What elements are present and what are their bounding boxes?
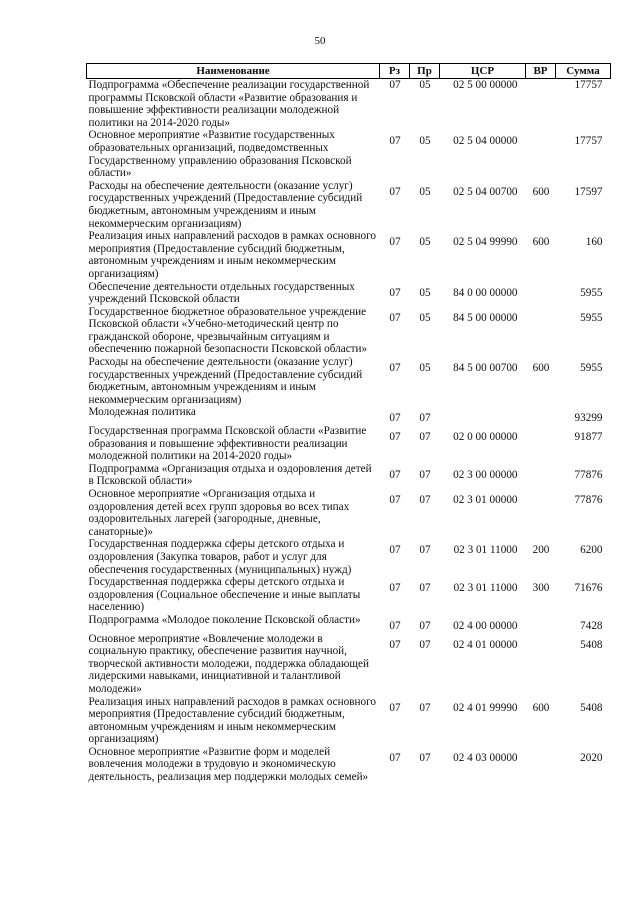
cell-csr: 84 5 00 00000 — [453, 311, 518, 324]
cell-name: Обеспечение деятельности отдельных государственных учреждений Псковской области — [88, 280, 355, 306]
cell-sum: 5955 — [580, 286, 603, 299]
budget-table — [86, 63, 611, 784]
cell-sum: 17597 — [574, 185, 603, 198]
cell-rz: 07 — [389, 468, 401, 481]
cell-vr — [526, 306, 556, 356]
cell-rz: 07 — [389, 494, 401, 506]
cell-name: Основное мероприятие «Развитие государственных образовательных организаций, подведомственных Государственному управлению образования Псковской области» — [88, 129, 352, 180]
cell-pr: 07 — [419, 412, 431, 425]
cell-name: Реализация иных направлений расходов в рамках основного мероприятия (Предоставление субсидий бюджетным, автономным учреждениям и иным некоммерческим организациям) — [88, 230, 376, 280]
cell-csr: 02 5 04 00000 — [453, 135, 518, 148]
table-body — [87, 79, 611, 784]
table-row — [87, 576, 611, 614]
column-header-sum: Сумма — [556, 64, 611, 79]
cell-vr — [526, 614, 556, 633]
cell-rz: 07 — [389, 701, 401, 714]
cell-csr: 02 4 03 00000 — [453, 751, 518, 764]
cell-csr: 02 0 00 00000 — [453, 431, 518, 444]
cell-pr: 05 — [419, 79, 431, 91]
cell-vr — [526, 79, 556, 130]
table-row — [87, 230, 611, 280]
cell-sum: 5408 — [580, 638, 603, 651]
cell-pr: 07 — [419, 431, 431, 444]
table-row — [87, 356, 611, 406]
table-row — [87, 538, 611, 576]
cell-csr: 02 3 01 11000 — [453, 582, 518, 595]
cell-vr — [526, 406, 556, 425]
cell-name: Расходы на обеспечение деятельности (оказание услуг) государственных учреждений (Предоставление субсидий бюджетным, автономным учреждениям и иным некоммерческим организациям) — [88, 356, 363, 406]
column-header-csr: ЦСР — [440, 64, 526, 79]
cell-name: Государственная поддержка сферы детского отдыха и оздоровления (Закупка товаров, работ и услуг для обеспечения государственных (муниципальных) нужд) — [88, 538, 352, 576]
cell-csr: 02 5 04 00700 — [453, 185, 518, 198]
cell-vr — [526, 129, 556, 179]
column-header-name: Наименование — [87, 64, 380, 79]
cell-rz: 07 — [389, 286, 401, 299]
cell-vr — [526, 463, 556, 488]
table-row — [87, 488, 611, 538]
cell-pr: 07 — [419, 468, 431, 481]
cell-sum: 91877 — [574, 431, 603, 444]
cell-sum: 7428 — [580, 619, 603, 632]
table-header — [87, 64, 611, 79]
table-row — [87, 129, 611, 179]
page-number: 50 — [314, 35, 326, 47]
cell-csr: 02 4 01 99990 — [453, 701, 518, 714]
cell-name: Подпрограмма «Организация отдыха и оздоровления детей в Псковской области» — [88, 462, 372, 488]
table-row — [87, 281, 611, 306]
cell-name: Основное мероприятие «Организация отдыха и оздоровления детей всех групп здоровья во всех типах оздоровительных лагерей (загородные, дневные, санаторные)» — [88, 488, 350, 538]
cell-pr: 05 — [419, 362, 431, 375]
table-row — [87, 79, 611, 130]
cell-vr: 600 — [532, 236, 550, 249]
table-row — [87, 425, 611, 463]
cell-vr — [526, 425, 556, 463]
cell-vr: 600 — [532, 362, 550, 375]
cell-rz: 07 — [389, 311, 401, 324]
cell-name: Подпрограмма «Обеспечение реализации государственной программы Псковской области «Развитие образования и повышение эффективности реализации молодежной политики на 2014-2020 годы» — [88, 79, 370, 129]
cell-rz: 07 — [389, 544, 401, 557]
cell-vr: 200 — [532, 544, 550, 557]
cell-csr: 02 3 01 00000 — [453, 494, 518, 506]
cell-vr — [526, 746, 556, 784]
cell-vr: 600 — [532, 701, 550, 714]
cell-rz: 07 — [389, 751, 401, 764]
column-header-rz: Рз — [380, 64, 410, 79]
cell-rz: 07 — [389, 135, 401, 148]
cell-pr: 07 — [419, 751, 431, 764]
cell-pr: 07 — [419, 701, 431, 714]
cell-pr: 05 — [419, 311, 431, 324]
cell-name: Государственная программа Псковской области «Развитие образования и повышение эффективности реализации молодежной политики на 2014-2020 годы» — [88, 425, 367, 463]
cell-sum: 5955 — [580, 362, 603, 375]
cell-name: Молодежная политика — [88, 406, 196, 419]
cell-csr: 84 0 00 00000 — [453, 286, 518, 299]
table-row — [87, 633, 611, 696]
cell-rz: 07 — [389, 185, 401, 198]
table-row — [87, 746, 611, 784]
cell-name: Основное мероприятие «Вовлечение молодежи в социальную практику, обеспечение развития научной, творческой активности молодежи, поддержка обладающей лидерскими навыками, инициативной и талантливой молодежи» — [88, 632, 369, 695]
cell-rz: 07 — [389, 638, 401, 651]
cell-sum: 77876 — [574, 494, 603, 506]
cell-rz: 07 — [389, 431, 401, 444]
cell-sum: 17757 — [574, 135, 603, 148]
table-row — [87, 306, 611, 356]
cell-pr: 07 — [419, 619, 431, 632]
cell-sum: 17757 — [574, 79, 603, 91]
cell-sum: 77876 — [574, 468, 603, 481]
cell-vr — [526, 633, 556, 696]
cell-pr: 07 — [419, 638, 431, 651]
cell-sum: 93299 — [574, 412, 603, 425]
cell-name: Государственное бюджетное образовательное учреждение Псковской области «Учебно-методический центр по гражданской обороне, чрезвычайным ситуациям и обеспечению пожарной безопасности Псковской области» — [88, 305, 368, 356]
cell-csr: 02 3 01 11000 — [453, 544, 518, 557]
cell-vr: 600 — [532, 185, 550, 198]
column-header-pr: Пр — [410, 64, 440, 79]
cell-csr: 02 3 00 00000 — [453, 468, 518, 481]
table-row — [87, 406, 611, 425]
cell-name: Подпрограмма «Молодое поколение Псковской области» — [88, 613, 361, 626]
cell-sum: 5955 — [580, 311, 603, 324]
table-row — [87, 696, 611, 746]
cell-pr: 07 — [419, 494, 431, 506]
cell-vr — [526, 281, 556, 306]
table-row — [87, 614, 611, 633]
cell-vr: 300 — [532, 582, 550, 595]
cell-csr: 02 5 04 99990 — [453, 236, 518, 249]
cell-csr: 02 5 00 00000 — [453, 79, 518, 91]
cell-sum: 71676 — [574, 582, 603, 595]
cell-csr: 02 4 00 00000 — [453, 619, 518, 632]
cell-pr: 05 — [419, 236, 431, 249]
cell-csr: 02 4 01 00000 — [453, 638, 518, 651]
cell-sum: 2020 — [580, 751, 603, 764]
column-header-vr: ВР — [526, 64, 556, 79]
cell-sum: 160 — [585, 236, 603, 249]
table-row — [87, 180, 611, 230]
cell-sum: 5408 — [580, 701, 603, 714]
cell-rz: 07 — [389, 619, 401, 632]
cell-name: Государственная поддержка сферы детского отдыха и оздоровления (Социальное обеспечение и иные выплаты населению) — [88, 576, 361, 614]
cell-rz: 07 — [389, 236, 401, 249]
cell-rz: 07 — [389, 412, 401, 425]
cell-rz: 07 — [389, 582, 401, 595]
cell-name: Реализация иных направлений расходов в рамках основного мероприятия (Предоставление субсидий бюджетным, автономным учреждениям и иным некоммерческим организациям) — [88, 695, 376, 746]
cell-pr: 07 — [419, 582, 431, 595]
cell-rz: 07 — [389, 79, 401, 91]
cell-name: Основное мероприятие «Развитие форм и моделей вовлечения молодежи в трудовую и экономическую деятельность, реализация мер поддержки молодых семей» — [88, 745, 369, 784]
table-row — [87, 463, 611, 488]
cell-name: Расходы на обеспечение деятельности (оказание услуг) государственных учреждений (Предоставление субсидий бюджетным, автономным учреждениям и иным некоммерческим организациям) — [88, 179, 363, 230]
cell-pr: 05 — [419, 286, 431, 299]
cell-csr: 84 5 00 00700 — [453, 362, 518, 375]
cell-pr: 05 — [419, 185, 431, 198]
cell-sum: 6200 — [580, 544, 603, 557]
cell-rz: 07 — [389, 362, 401, 375]
cell-pr: 07 — [419, 544, 431, 557]
cell-vr — [526, 488, 556, 538]
cell-csr — [440, 406, 526, 425]
cell-pr: 05 — [419, 135, 431, 148]
